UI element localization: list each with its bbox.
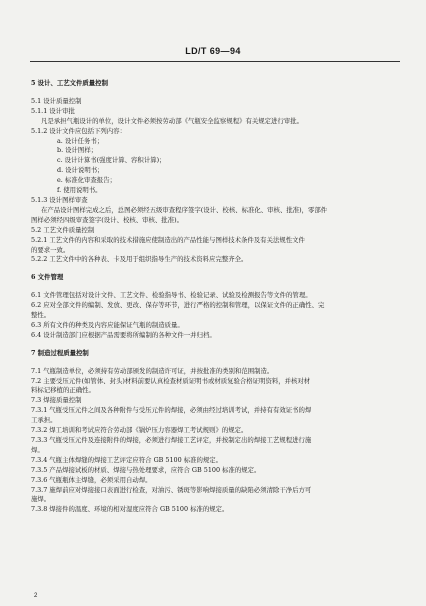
- clause-7-3-1-line-1: 7.3.1 气瓶受压元件之间及各种附件与受压元件的焊接，必须由经过培训考试，并持有有效证书的焊: [31, 406, 312, 415]
- section-5-heading: 5 设计、工艺文件质量控制: [31, 79, 108, 87]
- clause-7-3-4: 7.3.4 气瓶主体焊缝的焊接工艺评定应符合 GB 5100 标准的规定。: [31, 455, 223, 464]
- list-item: a. 设计任务书；: [57, 136, 104, 145]
- list-item: f. 使用说明书。: [57, 186, 102, 195]
- header-rule: [30, 61, 400, 62]
- clause-6-4: 6.4 设计制造部门应根据产品需要将所编制的各种文件一并归档。: [31, 330, 216, 339]
- clause-7-1: 7.1 气瓶制造单位，必须持有劳动部颁发的制造许可证，并按批准的类别和范围制造。: [31, 366, 274, 375]
- clause-6-2-line-2: 整性。: [31, 311, 51, 320]
- clause-5-2-1-line-2: 的要求一致。: [31, 245, 70, 254]
- clause-6-3: 6.3 所有文件的种类及内容应能保证气瓶的制造质量。: [31, 320, 184, 329]
- clause-7-3-7-line-1: 7.3.7 施焊前应对焊接接口表面进行检查，对油污、锈斑等影响焊接质量的缺陷必须清除干净后方可: [31, 485, 312, 494]
- clause-7-3: 7.3 焊接质量控制: [31, 396, 82, 405]
- standard-code: LD/T 69—94: [185, 46, 241, 56]
- clause-7-3-2: 7.3.2 焊工培训和考试应符合劳动部《锅炉压力容器焊工考试规则》的规定。: [31, 426, 248, 435]
- section-6-heading: 6 文件管理: [31, 273, 64, 282]
- clause-7-2-line-1: 7.2 主要受压元件(如管体、封头)材料前要认真检查材质证明书或材质复验合格证明资料，并核对材: [31, 376, 311, 385]
- clause-7-3-5: 7.3.5 产品焊接试板的材质、焊接与热处理要求，应符合 GB 5100 标准的规定。: [31, 465, 261, 474]
- clause-5-1-3-title: 5.1.3 设计图样审查: [31, 195, 88, 204]
- clause-5-2: 5.2 工艺文件质量控制: [31, 225, 95, 234]
- clause-5-1-3-body-line-2: 图样必须经四级审查签字(设计、校核、审核、批准)。: [31, 215, 183, 224]
- clause-5-1-1-title: 5.1.1 设计审批: [31, 106, 75, 115]
- document-body: [31, 73, 401, 515]
- list-item: b. 设计图样；: [57, 146, 98, 155]
- clause-5-2-2: 5.2.2 工艺文件中的各种表、卡及用于组织指导生产的技术资料应完整齐全。: [31, 255, 248, 264]
- clause-7-3-6: 7.3.6 气瓶瓶体主焊缝，必须采用自动焊。: [31, 475, 152, 484]
- clause-6-2-line-1: 6.2 应对全部文件的编制、发放、更改、保存等环节，进行严格的控制和管理，以保证文件的正确性、完: [31, 301, 325, 310]
- clause-5-1-3-body-line-1: 在产品设计图样完成之后，总图必须经五级审查程序签字(设计、校核、标准化、审核、批准)，零部件: [41, 205, 328, 214]
- clause-5-2-1-line-1: 5.2.1 工艺文件的内容和采取的技术措施应使制造出的产品性能与图样技术条件及有关法规性文件: [31, 235, 305, 244]
- clause-7-2-line-2: 料标记移植的正确性。: [31, 386, 95, 395]
- clause-7-3-8: 7.3.8 焊接件的温度、环境的相对湿度应符合 GB 5100 标准的规定。: [31, 505, 229, 514]
- clause-5-1-2-title: 5.1.2 设计文件应包括下列内容：: [31, 126, 126, 135]
- clause-6-1: 6.1 文件管理包括对设计文件、工艺文件、检验指导书、检验记录、试验及检测报告等文件的管理。: [31, 291, 312, 300]
- clause-7-3-7-line-2: 施焊。: [31, 495, 51, 504]
- clause-5-1-1-body: 凡是承担气瓶设计的单位，设计文件必须按劳动部《气瓶安全监察规程》有关规定进行审批。: [41, 116, 304, 125]
- list-item: e. 标准化审查报告；: [57, 176, 116, 185]
- list-item: d. 设计说明书；: [57, 166, 104, 175]
- clause-5-1: 5.1 设计质量控制: [31, 96, 82, 105]
- page-number: 2: [34, 593, 38, 599]
- list-item: c. 设计计算书(强度计算、容积计算)；: [57, 156, 166, 165]
- clause-7-3-1-line-2: 工承担。: [31, 416, 57, 425]
- section-7-heading: 7 制造过程质量控制: [31, 348, 89, 357]
- clause-7-3-3-line-2: 焊。: [31, 445, 44, 454]
- clause-7-3-3-line-1: 7.3.3 气瓶受压元件及连接附件的焊接，必须进行焊接工艺评定，并按制定出的焊接工艺规程进行施: [31, 436, 312, 444]
